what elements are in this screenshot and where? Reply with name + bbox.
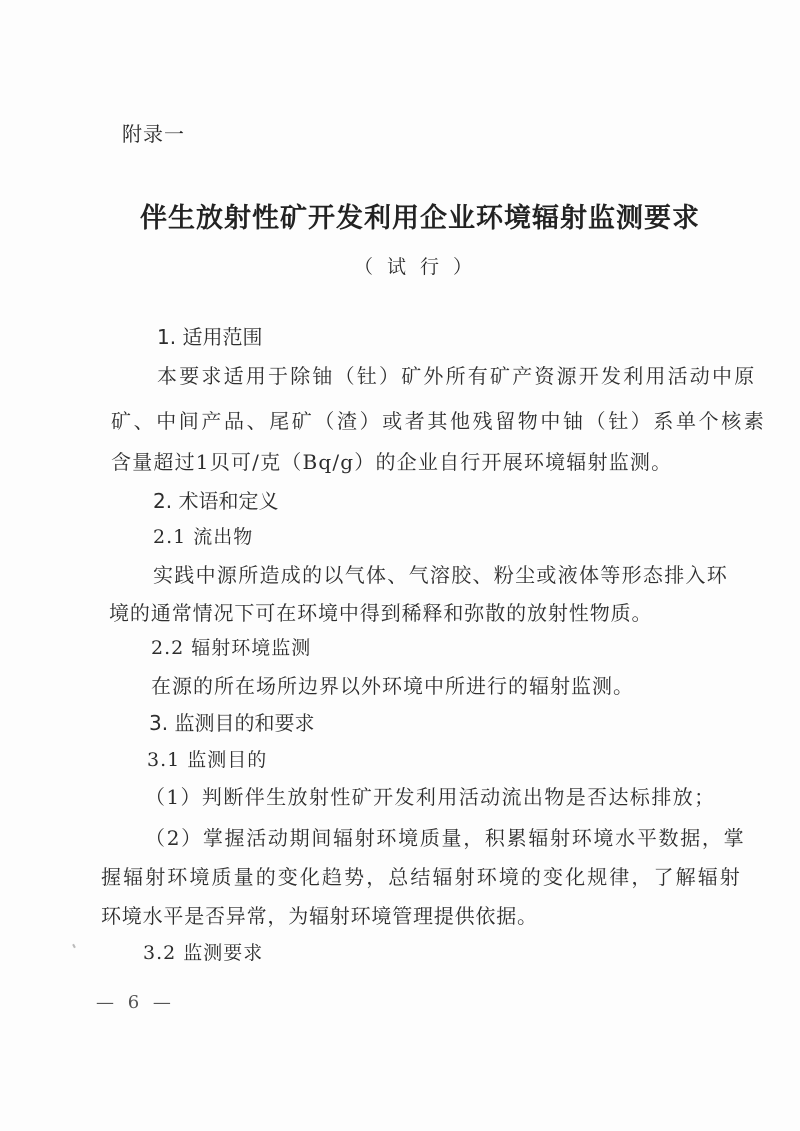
- section-2-1-line-2: 境的通常情况下可在环境中得到稀释和弥散的放射性物质。: [109, 601, 653, 625]
- document-title: 伴生放射性矿开发利用企业环境辐射监测要求: [140, 203, 700, 234]
- section-2-heading: 2. 术语和定义: [153, 489, 279, 513]
- section-3-1-heading: 3.1 监测目的: [147, 749, 268, 771]
- section-3-1-item-2-line-1: （2）掌握活动期间辐射环境质量，积累辐射环境水平数据，掌: [145, 826, 746, 850]
- section-3-2-heading: 3.2 监测要求: [143, 942, 264, 964]
- section-1-line-1: 本要求适用于除铀（钍）矿外所有矿产资源开发利用活动中原: [157, 364, 757, 388]
- section-1-line-3: 含量超过1贝可/克（Bq/g）的企业自行开展环境辐射监测。: [111, 450, 673, 474]
- document-subtitle: （试行）: [353, 256, 486, 278]
- section-3-heading: 3. 监测目的和要求: [149, 711, 315, 735]
- section-1-line-2: 矿、中间产品、尾矿（渣）或者其他残留物中铀（钍）系单个核素: [111, 409, 767, 433]
- section-2-1-line-1: 实践中源所造成的以气体、气溶胶、粉尘或液体等形态排入环: [153, 563, 729, 587]
- section-3-1-item-2-line-2: 握辐射环境质量的变化趋势，总结辐射环境的变化规律，了解辐射: [101, 865, 742, 889]
- section-2-2-line-1: 在源的所在场所边界以外环境中所进行的辐射监测。: [151, 674, 634, 698]
- section-2-1-heading: 2.1 流出物: [153, 526, 254, 548]
- section-1-heading: 1. 适用范围: [157, 325, 263, 349]
- appendix-label: 附录一: [122, 122, 185, 146]
- section-3-1-item-1: （1）判断伴生放射性矿开发利用活动流出物是否达标排放；: [145, 785, 716, 809]
- section-2-2-heading: 2.2 辐射环境监测: [151, 637, 312, 659]
- page-number: — 6 —: [96, 992, 175, 1013]
- scan-speck: [72, 944, 76, 948]
- section-3-1-item-2-line-3: 环境水平是否异常，为辐射环境管理提供依据。: [101, 904, 538, 928]
